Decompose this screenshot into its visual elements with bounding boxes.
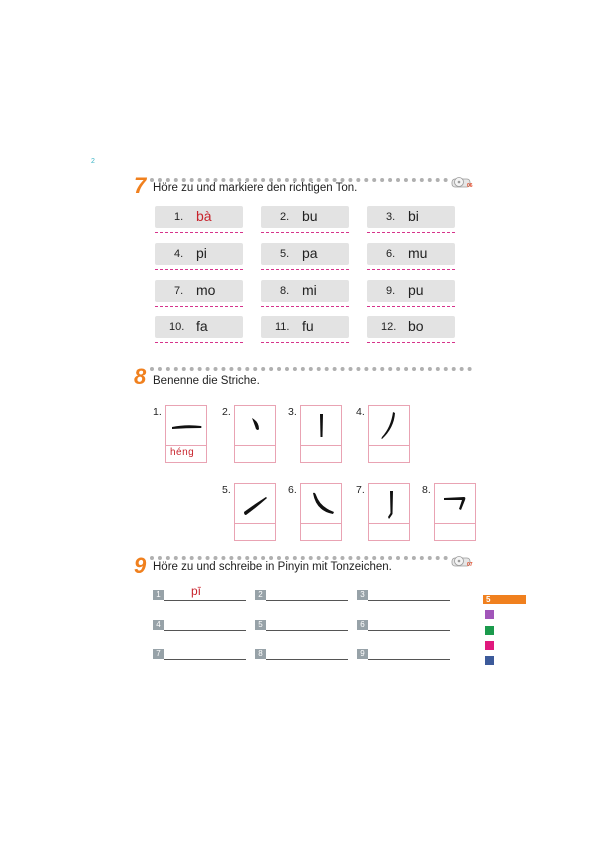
stroke-name-answer-field[interactable] xyxy=(434,523,476,541)
syllable-text: mo xyxy=(196,282,216,298)
stroke-box xyxy=(434,483,476,524)
item-number-tag: 6 xyxy=(357,620,368,630)
item-number-tag: 5 xyxy=(255,620,266,630)
syllable-cell[interactable] xyxy=(155,243,243,265)
pinyin-answer-line[interactable] xyxy=(266,659,348,660)
chapter-color-square[interactable] xyxy=(485,656,494,665)
chapter-color-square[interactable] xyxy=(485,626,494,635)
syllable-cell[interactable] xyxy=(367,243,455,265)
audio-cd-icon[interactable] xyxy=(451,176,473,188)
syllable-text: bu xyxy=(302,208,318,224)
syllable-text: fa xyxy=(196,318,208,334)
pinyin-answer-line[interactable] xyxy=(164,659,246,660)
syllable-cell[interactable] xyxy=(261,316,349,338)
syllable-text: bà xyxy=(196,208,212,224)
item-number-tag: 9 xyxy=(357,649,368,659)
item-number-tag: 7 xyxy=(153,649,164,659)
corner-mark: 2 xyxy=(91,158,95,165)
item-number-tag: 8 xyxy=(255,649,266,659)
dashed-answer-line xyxy=(367,306,455,307)
pinyin-answer-line[interactable] xyxy=(368,659,450,660)
item-number: 1. xyxy=(174,211,184,223)
exercise-number-8: 8 xyxy=(134,364,147,389)
item-number-tag: 4 xyxy=(153,620,164,630)
stroke-box xyxy=(300,483,342,524)
syllable-cell[interactable] xyxy=(367,316,455,338)
audio-cd-icon[interactable] xyxy=(451,555,473,567)
syllable-cell[interactable] xyxy=(367,206,455,228)
dashed-answer-line xyxy=(367,232,455,233)
stroke-box xyxy=(165,405,207,446)
svg-text:06: 06 xyxy=(467,183,473,188)
pinyin-answer-line[interactable] xyxy=(164,600,246,601)
chapter-tab[interactable]: 5 xyxy=(483,595,526,604)
dashed-answer-line xyxy=(261,306,349,307)
nà-right-falling-stroke-icon xyxy=(301,484,341,523)
exercise-7-instruction: Höre zu und markiere den richtigen Ton. xyxy=(153,182,358,194)
stroke-item-number: 3. xyxy=(288,406,297,418)
stroke-item-number: 2. xyxy=(222,406,231,418)
stroke-box xyxy=(234,483,276,524)
stroke-item-number: 8. xyxy=(422,484,431,496)
pinyin-answer-line[interactable] xyxy=(164,630,246,631)
stroke-name-answer-field[interactable] xyxy=(165,445,207,463)
item-number: 2. xyxy=(280,211,290,223)
item-number: 8. xyxy=(280,285,290,297)
tí-rising-stroke-icon xyxy=(235,484,275,523)
exercise-number-9: 9 xyxy=(134,553,147,578)
exercise-9-instruction: Höre zu und schreibe in Pinyin mit Tonzeichen. xyxy=(153,561,392,573)
item-number: 3. xyxy=(386,211,396,223)
syllable-text: mi xyxy=(302,282,317,298)
stroke-item-number: 6. xyxy=(288,484,297,496)
syllable-cell[interactable] xyxy=(261,206,349,228)
pinyin-answer-line[interactable] xyxy=(266,630,348,631)
pinyin-answer-line[interactable] xyxy=(368,630,450,631)
syllable-text: mu xyxy=(408,245,428,261)
syllable-text: bi xyxy=(408,208,419,224)
héngzhé-horizontal-turn-stroke-icon xyxy=(435,484,475,523)
stroke-name-answer-field[interactable] xyxy=(234,523,276,541)
dashed-answer-line xyxy=(155,342,243,343)
shùgōu-vertical-hook-stroke-icon xyxy=(369,484,409,523)
dashed-answer-line xyxy=(367,269,455,270)
item-number: 10. xyxy=(169,321,185,333)
dashed-answer-line xyxy=(155,232,243,233)
item-number: 11. xyxy=(275,321,290,333)
syllable-text: pi xyxy=(196,245,207,261)
héng-horizontal-stroke-icon xyxy=(166,406,206,445)
stroke-box xyxy=(368,483,410,524)
syllable-cell[interactable] xyxy=(367,280,455,302)
syllable-cell[interactable] xyxy=(261,280,349,302)
stroke-item-number: 4. xyxy=(356,406,365,418)
pinyin-answer: pī xyxy=(191,584,202,598)
pinyin-answer-line[interactable] xyxy=(266,600,348,601)
exercise-8-instruction: Benenne die Striche. xyxy=(153,375,260,387)
piě-left-falling-stroke-icon xyxy=(369,406,409,445)
dotted-divider xyxy=(150,367,472,371)
syllable-cell[interactable] xyxy=(155,280,243,302)
dashed-answer-line xyxy=(155,269,243,270)
shù-vertical-stroke-icon xyxy=(301,406,341,445)
syllable-cell[interactable] xyxy=(261,243,349,265)
item-number-tag: 1 xyxy=(153,590,164,600)
svg-text:07: 07 xyxy=(467,562,473,567)
dashed-answer-line xyxy=(155,306,243,307)
stroke-name-answer-field[interactable] xyxy=(368,445,410,463)
item-number: 6. xyxy=(386,248,396,260)
dotted-divider xyxy=(150,556,448,560)
syllable-text: pa xyxy=(302,245,318,261)
item-number-tag: 3 xyxy=(357,590,368,600)
stroke-box xyxy=(300,405,342,446)
dashed-answer-line xyxy=(261,342,349,343)
syllable-text: fu xyxy=(302,318,314,334)
stroke-box xyxy=(368,405,410,446)
dashed-answer-line xyxy=(367,342,455,343)
stroke-name-answer: héng xyxy=(170,447,195,458)
diǎn-dot-stroke-icon xyxy=(235,406,275,445)
syllable-text: bo xyxy=(408,318,424,334)
stroke-box xyxy=(234,405,276,446)
stroke-item-number: 1. xyxy=(153,406,162,418)
pinyin-answer-line[interactable] xyxy=(368,600,450,601)
dashed-answer-line xyxy=(261,269,349,270)
dashed-answer-line xyxy=(261,232,349,233)
exercise-number-7: 7 xyxy=(134,173,147,198)
item-number: 5. xyxy=(280,248,290,260)
stroke-item-number: 7. xyxy=(356,484,365,496)
stroke-name-answer-field[interactable] xyxy=(300,523,342,541)
chapter-color-square[interactable] xyxy=(485,641,494,650)
syllable-cell[interactable] xyxy=(155,206,243,228)
stroke-name-answer-field[interactable] xyxy=(368,523,410,541)
stroke-name-answer-field[interactable] xyxy=(234,445,276,463)
item-number-tag: 2 xyxy=(255,590,266,600)
item-number: 7. xyxy=(174,285,184,297)
chapter-color-square[interactable] xyxy=(485,610,494,619)
syllable-cell[interactable] xyxy=(155,316,243,338)
item-number: 12. xyxy=(381,321,397,333)
syllable-text: pu xyxy=(408,282,424,298)
stroke-name-answer-field[interactable] xyxy=(300,445,342,463)
item-number: 4. xyxy=(174,248,184,260)
item-number: 9. xyxy=(386,285,396,297)
stroke-item-number: 5. xyxy=(222,484,231,496)
